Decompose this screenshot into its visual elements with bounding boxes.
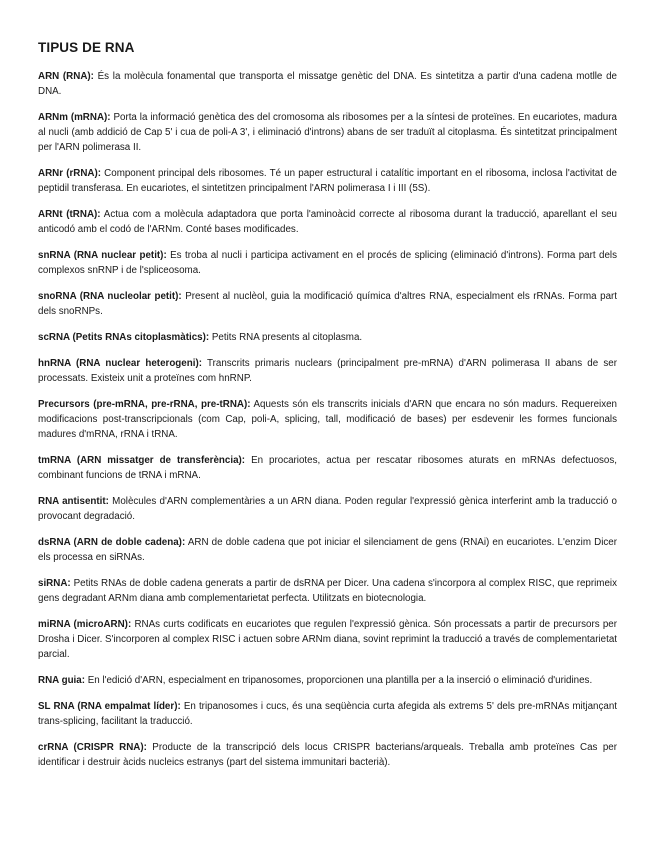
entry-dsrna [38, 535, 617, 565]
entry-text: Producte de la transcripció dels locus CRISPR bacterians/arqueals. Treballa amb proteïnes Cas per identificar i destruir àcids nucleics estranys (part del sistema immunitari bacterià). [38, 742, 617, 768]
entry-term: Precursors (pre-mRNA, pre-rRNA, pre-tRNA): [38, 399, 251, 410]
entry-term: dsRNA (ARN de doble cadena): [38, 537, 186, 548]
entry-text: Molècules d'ARN complementàries a un ARN diana. Poden regular l'expressió gènica interferint amb la traducció o provocant degradació. [38, 496, 617, 522]
entry-term: snRNA (RNA nuclear petit): [38, 250, 167, 261]
entry-crrna [38, 740, 617, 770]
entry-term: ARNm (mRNA): [38, 112, 111, 123]
entry-text: És la molècula fonamental que transporta el missatge genètic del DNA. Es sintetitza a partir d'una cadena motlle de DNA. [38, 71, 617, 97]
entry-text: Actua com a molècula adaptadora que porta l'aminoàcid correcte al ribosoma durant la traducció, aparellant el seu anticodó amb el codó de l'ARNm. Conté bases modificades. [38, 209, 618, 235]
entry-term: ARN (RNA): [38, 71, 94, 82]
entry-term: RNA antisentit: [38, 496, 109, 507]
entry-text: Component principal dels ribosomes. Té un paper estructural i catalític important en el ribosoma, inclosa l'activitat de peptidil transferasa. En eucariotes, el sintetitzen principalment l'ARN polimerasa I i III (5S). [38, 168, 617, 194]
entry-term: snoRNA (RNA nucleolar petit): [38, 291, 182, 302]
entry-term: RNA guia: [38, 675, 85, 686]
entry-rna-antisentit [38, 494, 617, 524]
entry-text: Aquests són els transcrits inicials d'ARN que encara no són madurs. Requereixen modificacions post-transcripcionals (com Cap, poli-A, splicing, tall, modificació de bases) per esdevenir les formes funcionals madures d'mRNA, rRNA i tRNA. [38, 399, 617, 440]
entry-sirna [38, 576, 617, 606]
entry-text: Es troba al nucli i participa activament en el procés de splicing (eliminació d'introns). Forma part dels complexos snRNP i de l'spliceosoma. [38, 250, 617, 276]
entry-term: crRNA (CRISPR RNA): [38, 742, 147, 753]
entry-text: RNAs curts codificats en eucariotes que regulen l'expressió gènica. Són processats a partir de precursors per Drosha i Dicer. S'incorporen al complex RISC i actuen sobre ARNm diana, sovint reprimint la traducció a través de complementarietat parcial. [38, 619, 618, 660]
entry-text: ARN de doble cadena que pot iniciar el silenciament de gens (RNAi) en eucariotes. L'enzim Dicer els processa en siRNAs. [38, 537, 618, 563]
entry-term: SL RNA (RNA empalmat líder): [38, 701, 181, 712]
entry-text: Petits RNA presents al citoplasma. [211, 332, 363, 343]
entry-snrna [38, 248, 617, 278]
entry-text: Transcrits primaris nuclears (principalment pre-mRNA) d'ARN polimerasa II abans de ser processats. Existeix unit a proteïnes com hnRNP. [38, 358, 618, 384]
entry-term: tmRNA (ARN missatger de transferència): [38, 455, 246, 466]
page-title: TIPUS DE RNA [38, 40, 135, 55]
entry-term: hnRNA (RNA nuclear heterogeni): [38, 358, 202, 369]
entry-arnt [38, 207, 617, 237]
entry-sl-rna [38, 699, 617, 729]
entry-text: Present al nuclèol, guia la modificació química d'altres RNA, especialment els rRNAs. Forma part dels snoRNPs. [38, 291, 617, 317]
entry-term: ARNt (tRNA): [38, 209, 101, 220]
entry-hnrna [38, 356, 617, 386]
entry-term: siRNA: [38, 578, 71, 589]
entry-snorna [38, 289, 617, 319]
entry-term: miRNA (microARN): [38, 619, 132, 630]
entry-scrna [38, 330, 617, 345]
entry-text: En procariotes, actua per rescatar ribosomes aturats en mRNAs defectuosos, combinant funcions de tRNA i mRNA. [38, 455, 617, 481]
entry-precursors [38, 397, 617, 442]
entry-arn [38, 69, 617, 99]
entry-arnr [38, 166, 617, 196]
entry-term: scRNA (Petits RNAs citoplasmàtics): [38, 332, 210, 343]
entry-text: En l'edició d'ARN, especialment en tripanosomes, proporcionen una plantilla per a la inserció o eliminació d'uridines. [87, 675, 593, 686]
entry-mirna [38, 617, 617, 662]
entry-rna-guia [38, 673, 617, 688]
entry-arnm [38, 110, 617, 155]
entry-text: En tripanosomes i cucs, és una seqüència curta afegida als extrems 5' dels pre-mRNAs mitjançant trans-splicing, facilitant la traducció. [38, 701, 617, 727]
entry-text: Porta la informació genètica des del cromosoma als ribosomes per a la síntesi de proteïnes. En eucariotes, madura al nucli (amb addició de Cap 5' i cua de poli-A 3', i eliminació d'introns) abans de ser traduït al citoplasma. És sintetitzat principalment per l'ARN polimerasa II. [38, 112, 617, 153]
entry-text: Petits RNAs de doble cadena generats a partir de dsRNA per Dicer. Una cadena s'incorpora al complex RISC, que reprimeix gens degradant ARNm diana amb complementarietat perfecta. Utilitzats en biotecnologia. [38, 578, 617, 604]
entry-tmrna [38, 453, 617, 483]
entry-term: ARNr (rRNA): [38, 168, 102, 179]
